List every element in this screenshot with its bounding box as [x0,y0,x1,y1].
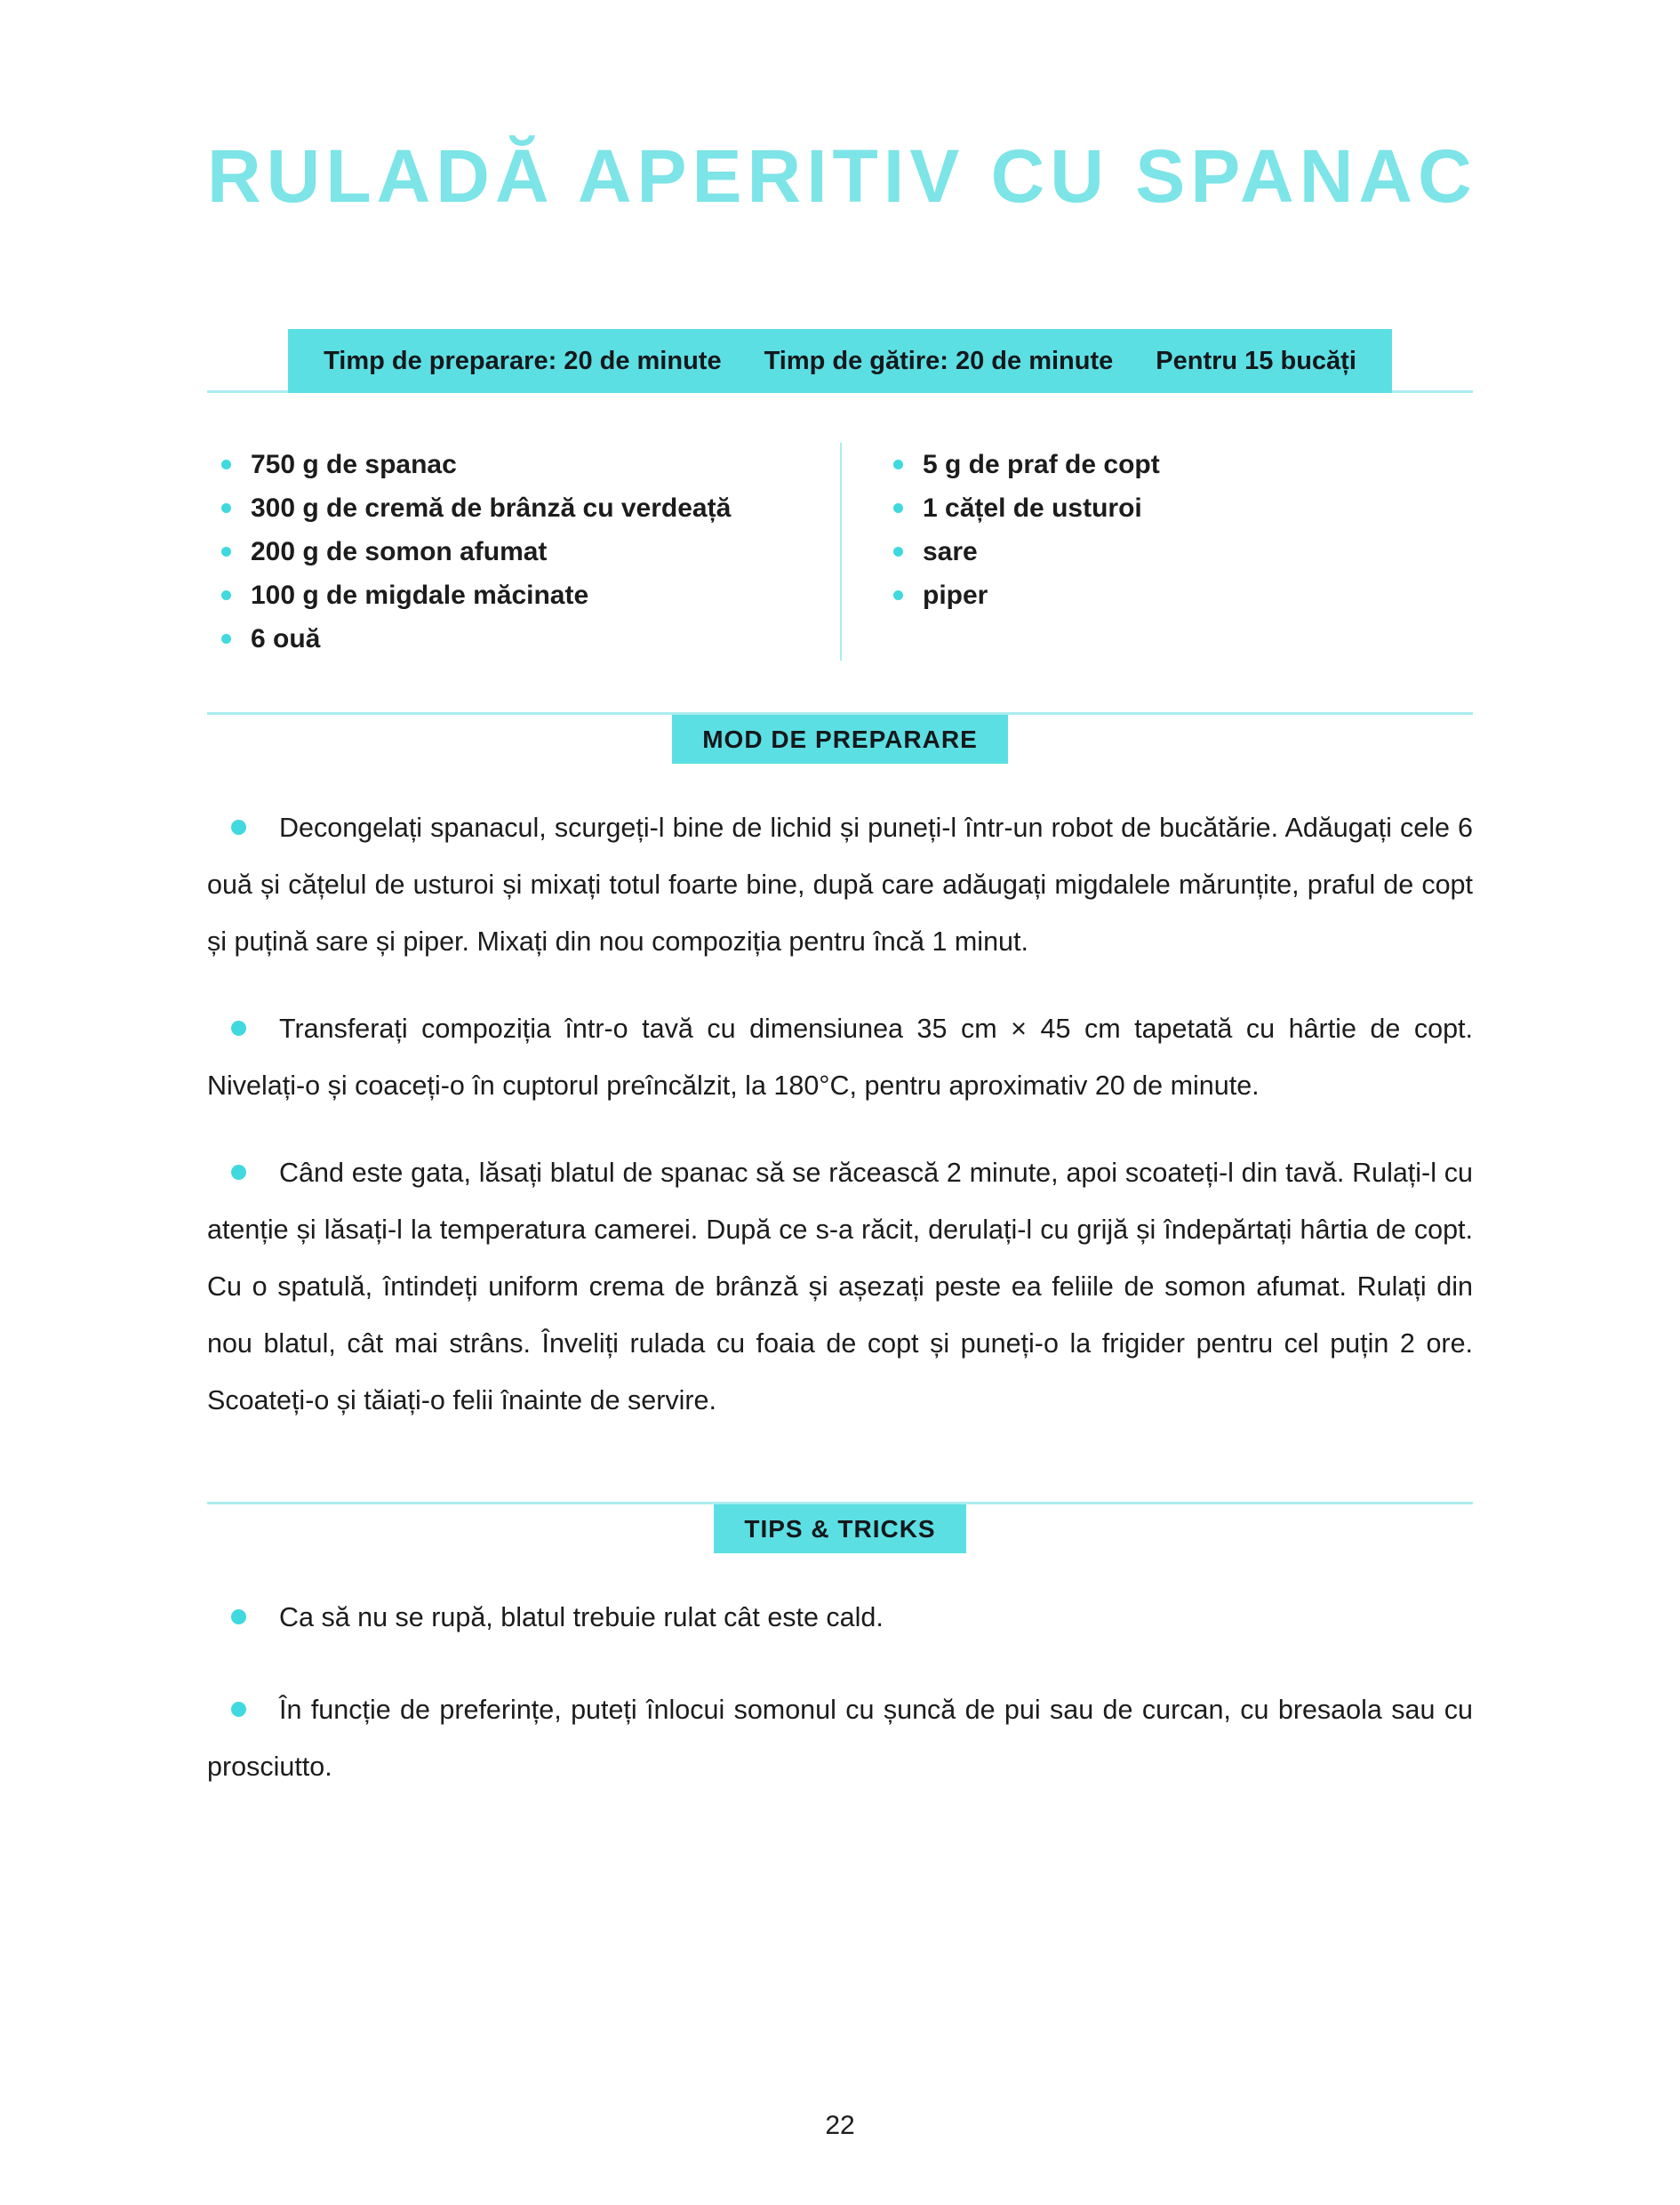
ingredient-item [879,486,1473,530]
ingredient-item [879,443,1473,486]
preparation-step [207,1144,1473,1429]
ingredient-item [207,530,840,573]
tip-text: Ca să nu se rupă, blatul trebuie rulat cât este cald. [279,1602,884,1633]
bullet-dot-icon [221,547,231,557]
yield-label: Pentru 15 bucăți [1156,346,1356,375]
ingredient-item [879,573,1473,617]
meta-banner [288,329,1392,393]
bullet-dot-icon [893,503,903,513]
ingredient-text: 100 g de migdale măcinate [251,581,589,611]
tip-item [207,1589,1473,1646]
ingredients-section [207,443,1473,661]
tips-heading-row [207,1502,1473,1553]
tip-item [207,1681,1473,1795]
bullet-dot-icon [231,1021,246,1036]
ingredient-item [207,617,840,661]
bullet-dot-icon [231,1165,246,1180]
step-text: Transferați compoziția într-o tavă cu dimensiunea 35 cm × 45 cm tapetată cu hârtie de copt. Nivelați-o și coaceți-o în cuptorul preîncălzit, la 180°C, pentru aproximativ 20 de minute. [207,1014,1473,1102]
bullet-dot-icon [231,820,246,835]
page-title: RULADĂ APERITIV CU SPANAC [207,134,1477,218]
preparation-heading: MOD DE PREPARARE [672,715,1008,764]
step-text: Când este gata, lăsați blatul de spanac să se răcească 2 minute, apoi scoateți-l din tavă. Rulați-l cu atenție și lăsați-l la temperatura camerei. După ce s-a răcit, derulați-l cu grijă și îndepărtați hârtia de copt. Cu o spatulă, întindeți uniform crema de brânză și așezați peste ea feliile de somon afumat. Rulați din nou blatul, cât mai strâns. Înveliți rulada cu foaia de copt și puneți-o la frigider pentru cel puțin 2 ore. Scoateți-o și tăiați-o felii înainte de servire. [207,1158,1473,1416]
page-number: 22 [825,2111,855,2140]
bullet-dot-icon [893,590,903,600]
ingredient-item [207,573,840,617]
cook-time-label: Timp de gătire: 20 de minute [764,346,1114,375]
ingredient-text: 6 ouă [251,624,321,654]
bullet-dot-icon [221,634,231,644]
ingredients-right-column [840,443,1473,661]
bullet-dot-icon [893,547,903,557]
ingredient-item [207,486,840,530]
bullet-dot-icon [221,460,231,469]
ingredient-item [207,443,840,486]
ingredient-text: 1 cățel de usturoi [923,493,1142,524]
ingredients-left-column [207,443,840,661]
prep-time-label: Timp de preparare: 20 de minute [324,346,722,375]
ingredient-text: 200 g de somon afumat [251,537,548,567]
preparation-step [207,799,1473,970]
ingredient-text: 750 g de spanac [251,450,457,480]
bullet-dot-icon [221,590,231,600]
ingredient-text: sare [923,537,978,567]
bullet-dot-icon [231,1702,246,1717]
preparation-heading-row [207,712,1473,764]
ingredient-item [879,530,1473,573]
ingredient-text: 5 g de praf de copt [923,450,1160,480]
bullet-dot-icon [893,460,903,469]
preparation-step [207,1000,1473,1114]
step-text: Decongelați spanacul, scurgeți-l bine de lichid și puneți-l într-un robot de bucătărie. Adăugați cele 6 ouă și cățelul de usturoi și mixați totul foarte bine, după care adăugați migdalele mărunțite, praful de copt și puțină sare și piper. Mixați din nou compoziția pentru încă 1 minut. [207,813,1473,958]
tips-heading: TIPS & TRICKS [714,1504,965,1553]
bullet-dot-icon [221,503,231,513]
tip-text: În funcție de preferințe, puteți înlocui somonul cu șuncă de pui sau de curcan, cu bresaola sau cu prosciutto. [207,1695,1473,1783]
ingredient-text: 300 g de cremă de brânză cu verdeață [251,493,732,524]
bullet-dot-icon [231,1609,246,1624]
meta-banner-row [207,329,1473,393]
ingredient-text: piper [923,581,988,611]
